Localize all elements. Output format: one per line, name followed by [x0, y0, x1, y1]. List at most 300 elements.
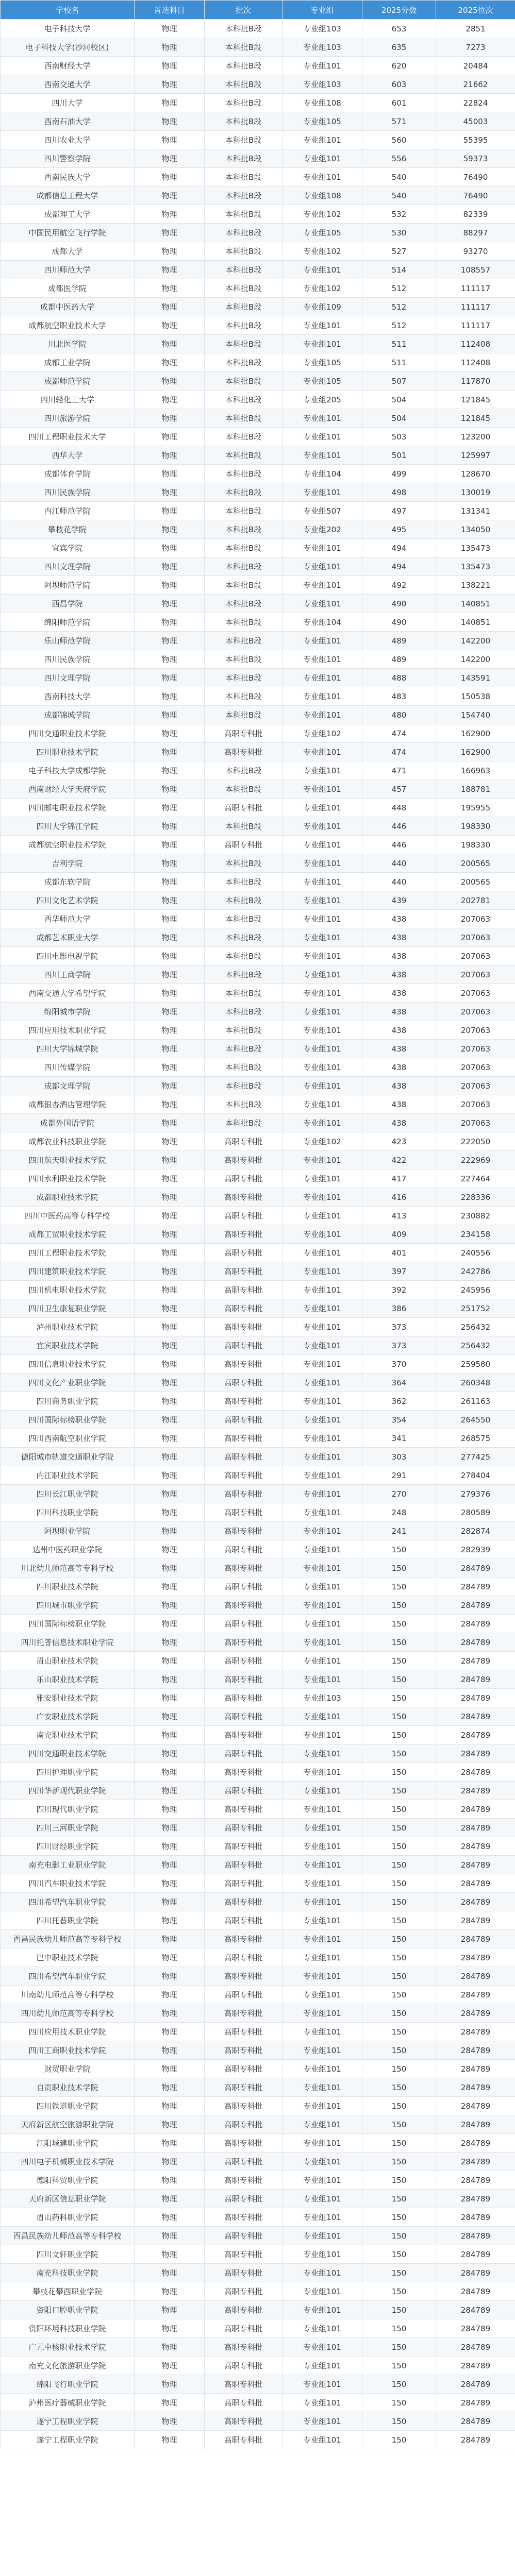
school-name-cell: 成都文理学院 [1, 1077, 135, 1095]
score-cell: 497 [362, 502, 436, 520]
major-group-cell: 专业组101 [283, 1318, 362, 1336]
school-name-cell: 四川科技职业学院 [1, 1503, 135, 1522]
subject-cell: 物理 [135, 873, 205, 891]
school-name-cell: 南充科技职业学院 [1, 2264, 135, 2282]
rank-cell: 284789 [436, 1652, 515, 1670]
major-group-cell: 专业组101 [283, 1355, 362, 1374]
table-row [1, 1763, 515, 1782]
major-group-cell: 专业组104 [283, 613, 362, 632]
major-group-cell: 专业组101 [283, 57, 362, 75]
rank-cell: 284789 [436, 2060, 515, 2078]
school-name-cell: 成都中医药大学 [1, 298, 135, 316]
score-cell: 480 [362, 706, 436, 724]
school-name-cell: 绵阳师范学院 [1, 613, 135, 632]
school-name-cell: 乐山职业技术学院 [1, 1670, 135, 1689]
score-cell: 150 [362, 1596, 436, 1615]
subject-cell: 物理 [135, 1170, 205, 1188]
table-row [1, 1726, 515, 1744]
subject-cell: 物理 [135, 502, 205, 520]
table-row [1, 1003, 515, 1021]
subject-cell: 物理 [135, 1596, 205, 1615]
rank-cell: 125997 [436, 446, 515, 465]
subject-cell: 物理 [135, 1318, 205, 1336]
subject-cell: 物理 [135, 1225, 205, 1244]
batch-cell: 本科批B段 [205, 1040, 283, 1058]
rank-cell: 284789 [436, 2171, 515, 2190]
rank-cell: 284789 [436, 2338, 515, 2357]
subject-cell: 物理 [135, 428, 205, 446]
rank-cell: 207063 [436, 928, 515, 947]
score-cell: 150 [362, 2301, 436, 2319]
school-name-cell: 四川护理职业学院 [1, 1763, 135, 1782]
rank-cell: 198330 [436, 817, 515, 836]
batch-cell: 高职专科批 [205, 1800, 283, 1819]
subject-cell: 物理 [135, 2060, 205, 2078]
subject-cell: 物理 [135, 372, 205, 391]
school-name-cell: 四川现代职业学院 [1, 1800, 135, 1819]
major-group-cell: 专业组101 [283, 873, 362, 891]
batch-cell: 本科批B段 [205, 94, 283, 112]
table-row [1, 1689, 515, 1707]
table-row [1, 2319, 515, 2338]
table-body [1, 20, 515, 2449]
rank-cell: 207063 [436, 1040, 515, 1058]
table-header-row [1, 1, 515, 20]
school-name-cell: 四川文化艺术学院 [1, 891, 135, 910]
score-cell: 530 [362, 224, 436, 242]
rank-cell: 117870 [436, 372, 515, 391]
batch-cell: 本科批B段 [205, 1021, 283, 1040]
major-group-cell: 专业组101 [283, 1299, 362, 1318]
subject-cell: 物理 [135, 1336, 205, 1355]
table-row [1, 1837, 515, 1856]
rank-cell: 195955 [436, 799, 515, 817]
rank-cell: 277425 [436, 1448, 515, 1466]
rank-cell: 284789 [436, 2319, 515, 2338]
score-cell: 354 [362, 1411, 436, 1429]
batch-cell: 本科批B段 [205, 149, 283, 168]
rank-cell: 121845 [436, 409, 515, 428]
batch-cell: 高职专科批 [205, 1578, 283, 1596]
rank-cell: 256432 [436, 1336, 515, 1355]
table-row [1, 2208, 515, 2227]
batch-cell: 本科批B段 [205, 520, 283, 539]
score-cell: 504 [362, 409, 436, 428]
rank-cell: 261163 [436, 1392, 515, 1411]
rank-cell: 284789 [436, 2153, 515, 2171]
table-row [1, 1874, 515, 1893]
major-group-cell: 专业组103 [283, 38, 362, 57]
table-row [1, 1151, 515, 1170]
school-name-cell: 江阳城建职业学院 [1, 2134, 135, 2153]
school-name-cell: 财贸职业学院 [1, 2060, 135, 2078]
subject-cell: 物理 [135, 149, 205, 168]
score-cell: 438 [362, 1003, 436, 1021]
major-group-cell: 专业组101 [283, 1262, 362, 1281]
school-name-cell: 四川大学锦城学院 [1, 1040, 135, 1058]
school-name-cell: 成都锦城学院 [1, 706, 135, 724]
table-row [1, 1336, 515, 1355]
batch-cell: 本科批B段 [205, 112, 283, 131]
table-row [1, 2023, 515, 2041]
school-name-cell: 电子科技大学成都学院 [1, 761, 135, 780]
table-row [1, 2357, 515, 2375]
table-row [1, 1114, 515, 1132]
school-name-cell: 内江职业技术学院 [1, 1466, 135, 1485]
score-cell: 150 [362, 1707, 436, 1726]
school-name-cell: 巴中职业技术学院 [1, 1948, 135, 1967]
rank-cell: 245956 [436, 1281, 515, 1299]
batch-cell: 本科批B段 [205, 613, 283, 632]
table-row [1, 1596, 515, 1615]
score-cell: 150 [362, 2115, 436, 2134]
batch-cell: 高职专科批 [205, 1782, 283, 1800]
school-name-cell: 西昌民族幼儿师范高等专科学校 [1, 1930, 135, 1948]
subject-cell: 物理 [135, 910, 205, 928]
major-group-cell: 专业组101 [283, 1466, 362, 1485]
school-name-cell: 攀枝花学院 [1, 520, 135, 539]
score-cell: 150 [362, 2171, 436, 2190]
rank-cell: 284789 [436, 2078, 515, 2097]
table-row [1, 446, 515, 465]
subject-cell: 物理 [135, 1003, 205, 1021]
score-cell: 150 [362, 2190, 436, 2208]
batch-cell: 高职专科批 [205, 2412, 283, 2431]
major-group-cell: 专业组101 [283, 687, 362, 706]
table-row [1, 353, 515, 372]
subject-cell: 物理 [135, 75, 205, 94]
table-row [1, 1707, 515, 1726]
subject-cell: 物理 [135, 279, 205, 298]
table-row [1, 483, 515, 502]
table-row [1, 1893, 515, 1911]
batch-cell: 高职专科批 [205, 1503, 283, 1522]
batch-cell: 本科批B段 [205, 224, 283, 242]
table-row [1, 2004, 515, 2023]
subject-cell: 物理 [135, 2097, 205, 2115]
table-row [1, 1911, 515, 1930]
rank-cell: 284789 [436, 1911, 515, 1930]
rank-cell: 128670 [436, 465, 515, 483]
major-group-cell: 专业组101 [283, 2319, 362, 2338]
rank-cell: 55395 [436, 131, 515, 149]
school-name-cell: 四川传媒学院 [1, 1058, 135, 1077]
subject-cell: 物理 [135, 2245, 205, 2264]
table-row [1, 187, 515, 205]
table-row [1, 1819, 515, 1837]
major-group-cell: 专业组101 [283, 1707, 362, 1726]
score-cell: 150 [362, 1540, 436, 1559]
major-group-cell: 专业组101 [283, 928, 362, 947]
batch-cell: 本科批B段 [205, 539, 283, 557]
rank-cell: 93270 [436, 242, 515, 261]
rank-cell: 207063 [436, 947, 515, 965]
score-cell: 413 [362, 1207, 436, 1225]
subject-cell: 物理 [135, 1244, 205, 1262]
school-name-cell: 四川工商学院 [1, 965, 135, 984]
major-group-cell: 专业组101 [283, 836, 362, 854]
major-group-cell: 专业组101 [283, 446, 362, 465]
school-name-cell: 阿坝师范学院 [1, 576, 135, 595]
table-row [1, 632, 515, 650]
major-group-cell: 专业组101 [283, 2115, 362, 2134]
school-name-cell: 四川建筑职业技术学院 [1, 1262, 135, 1281]
subject-cell: 物理 [135, 1077, 205, 1095]
batch-cell: 高职专科批 [205, 2394, 283, 2412]
major-group-cell: 专业组101 [283, 2004, 362, 2023]
score-cell: 471 [362, 761, 436, 780]
score-cell: 362 [362, 1392, 436, 1411]
batch-cell: 高职专科批 [205, 1151, 283, 1170]
table-row [1, 520, 515, 539]
subject-cell: 物理 [135, 1522, 205, 1540]
batch-cell: 高职专科批 [205, 1911, 283, 1930]
batch-cell: 本科批B段 [205, 1114, 283, 1132]
school-name-cell: 绵阳城市学院 [1, 1003, 135, 1021]
rank-cell: 111117 [436, 279, 515, 298]
major-group-cell: 专业组101 [283, 1893, 362, 1911]
rank-cell: 207063 [436, 910, 515, 928]
school-name-cell: 四川农业大学 [1, 131, 135, 149]
school-name-cell: 四川职业技术学院 [1, 743, 135, 761]
batch-cell: 本科批B段 [205, 1003, 283, 1021]
subject-cell: 物理 [135, 1615, 205, 1633]
table-row [1, 1355, 515, 1374]
table-row [1, 2115, 515, 2134]
batch-cell: 高职专科批 [205, 2171, 283, 2190]
rank-cell: 284789 [436, 2190, 515, 2208]
batch-cell: 高职专科批 [205, 1207, 283, 1225]
score-cell: 495 [362, 520, 436, 539]
subject-cell: 物理 [135, 539, 205, 557]
rank-cell: 2851 [436, 20, 515, 38]
major-group-cell: 专业组101 [283, 1503, 362, 1522]
subject-cell: 物理 [135, 557, 205, 576]
table-row [1, 687, 515, 706]
school-name-cell: 成都工业学院 [1, 353, 135, 372]
table-row [1, 2153, 515, 2171]
batch-cell: 高职专科批 [205, 1188, 283, 1207]
table-row [1, 2375, 515, 2394]
score-cell: 556 [362, 149, 436, 168]
rank-cell: 150538 [436, 687, 515, 706]
header-major-group: 专业组 [283, 1, 362, 20]
score-cell: 620 [362, 57, 436, 75]
major-group-cell: 专业组101 [283, 335, 362, 353]
major-group-cell: 专业组101 [283, 1819, 362, 1837]
major-group-cell: 专业组101 [283, 1114, 362, 1132]
subject-cell: 物理 [135, 1763, 205, 1782]
score-cell: 438 [362, 928, 436, 947]
table-row [1, 1782, 515, 1800]
major-group-cell: 专业组102 [283, 279, 362, 298]
rank-cell: 284789 [436, 1837, 515, 1856]
major-group-cell: 专业组101 [283, 316, 362, 335]
subject-cell: 物理 [135, 1967, 205, 1986]
header-school-name: 学校名 [1, 1, 135, 20]
score-cell: 438 [362, 1021, 436, 1040]
batch-cell: 本科批B段 [205, 428, 283, 446]
subject-cell: 物理 [135, 687, 205, 706]
major-group-cell: 专业组105 [283, 372, 362, 391]
batch-cell: 高职专科批 [205, 2134, 283, 2153]
major-group-cell: 专业组101 [283, 1225, 362, 1244]
rank-cell: 284789 [436, 1948, 515, 1967]
score-cell: 392 [362, 1281, 436, 1299]
table-row [1, 465, 515, 483]
table-row [1, 94, 515, 112]
subject-cell: 物理 [135, 1299, 205, 1318]
batch-cell: 高职专科批 [205, 2097, 283, 2115]
school-name-cell: 四川电子机械职业技术学院 [1, 2153, 135, 2171]
table-row [1, 965, 515, 984]
rank-cell: 162900 [436, 743, 515, 761]
score-cell: 150 [362, 1874, 436, 1893]
major-group-cell: 专业组101 [283, 1633, 362, 1652]
batch-cell: 高职专科批 [205, 1689, 283, 1707]
major-group-cell: 专业组101 [283, 2394, 362, 2412]
rank-cell: 284789 [436, 1596, 515, 1615]
subject-cell: 物理 [135, 2319, 205, 2338]
score-cell: 150 [362, 2004, 436, 2023]
batch-cell: 高职专科批 [205, 2041, 283, 2060]
table-row [1, 1559, 515, 1578]
major-group-cell: 专业组101 [283, 1095, 362, 1114]
score-cell: 440 [362, 873, 436, 891]
subject-cell: 物理 [135, 1948, 205, 1967]
school-name-cell: 四川长江职业学院 [1, 1485, 135, 1503]
school-name-cell: 南充文化旅游职业学院 [1, 2357, 135, 2375]
rank-cell: 207063 [436, 1095, 515, 1114]
subject-cell: 物理 [135, 261, 205, 279]
batch-cell: 高职专科批 [205, 1948, 283, 1967]
table-row [1, 1856, 515, 1874]
subject-cell: 物理 [135, 483, 205, 502]
major-group-cell: 专业组101 [283, 557, 362, 576]
subject-cell: 物理 [135, 335, 205, 353]
batch-cell: 本科批B段 [205, 353, 283, 372]
score-cell: 540 [362, 168, 436, 187]
score-cell: 150 [362, 1689, 436, 1707]
table-row [1, 1466, 515, 1485]
score-cell: 397 [362, 1262, 436, 1281]
major-group-cell: 专业组101 [283, 910, 362, 928]
score-cell: 150 [362, 2338, 436, 2357]
header-batch: 批次 [205, 1, 283, 20]
major-group-cell: 专业组101 [283, 1485, 362, 1503]
subject-cell: 物理 [135, 854, 205, 873]
table-row [1, 743, 515, 761]
major-group-cell: 专业组101 [283, 1837, 362, 1856]
score-cell: 416 [362, 1188, 436, 1207]
major-group-cell: 专业组202 [283, 520, 362, 539]
rank-cell: 284789 [436, 2375, 515, 2394]
score-cell: 270 [362, 1485, 436, 1503]
batch-cell: 高职专科批 [205, 1670, 283, 1689]
rank-cell: 268575 [436, 1429, 515, 1448]
batch-cell: 高职专科批 [205, 799, 283, 817]
batch-cell: 高职专科批 [205, 2319, 283, 2338]
major-group-cell: 专业组101 [283, 168, 362, 187]
batch-cell: 本科批B段 [205, 650, 283, 669]
subject-cell: 物理 [135, 2282, 205, 2301]
batch-cell: 本科批B段 [205, 483, 283, 502]
batch-cell: 高职专科批 [205, 1318, 283, 1336]
subject-cell: 物理 [135, 1392, 205, 1411]
table-row [1, 1930, 515, 1948]
batch-cell: 本科批B段 [205, 205, 283, 224]
table-row [1, 947, 515, 965]
subject-cell: 物理 [135, 1633, 205, 1652]
subject-cell: 物理 [135, 465, 205, 483]
rank-cell: 284789 [436, 1689, 515, 1707]
school-name-cell: 成都艺术职业大学 [1, 928, 135, 947]
batch-cell: 本科批B段 [205, 928, 283, 947]
major-group-cell: 专业组101 [283, 1948, 362, 1967]
table-row [1, 613, 515, 632]
score-cell: 150 [362, 1800, 436, 1819]
subject-cell: 物理 [135, 2301, 205, 2319]
table-row [1, 1522, 515, 1540]
school-name-cell: 广元中核职业技术学院 [1, 2338, 135, 2357]
score-cell: 488 [362, 669, 436, 687]
school-name-cell: 宜宾职业技术学院 [1, 1336, 135, 1355]
school-name-cell: 四川城市职业学院 [1, 1596, 135, 1615]
major-group-cell: 专业组101 [283, 1744, 362, 1763]
rank-cell: 284789 [436, 1670, 515, 1689]
table-row [1, 112, 515, 131]
score-cell: 150 [362, 2041, 436, 2060]
batch-cell: 高职专科批 [205, 1596, 283, 1615]
subject-cell: 物理 [135, 168, 205, 187]
rank-cell: 284789 [436, 1763, 515, 1782]
score-cell: 511 [362, 353, 436, 372]
rank-cell: 228336 [436, 1188, 515, 1207]
score-cell: 150 [362, 1893, 436, 1911]
subject-cell: 物理 [135, 724, 205, 743]
subject-cell: 物理 [135, 706, 205, 724]
rank-cell: 45003 [436, 112, 515, 131]
major-group-cell: 专业组101 [283, 965, 362, 984]
rank-cell: 135473 [436, 557, 515, 576]
score-cell: 150 [362, 2097, 436, 2115]
batch-cell: 本科批B段 [205, 57, 283, 75]
major-group-cell: 专业组101 [283, 131, 362, 149]
major-group-cell: 专业组101 [283, 669, 362, 687]
rank-cell: 121845 [436, 391, 515, 409]
school-name-cell: 成都体育学院 [1, 465, 135, 483]
table-row [1, 1095, 515, 1114]
table-row [1, 1262, 515, 1281]
score-cell: 370 [362, 1355, 436, 1374]
table-row [1, 1281, 515, 1299]
table-row [1, 149, 515, 168]
rank-cell: 284789 [436, 2227, 515, 2245]
table-row [1, 1411, 515, 1429]
major-group-cell: 专业组101 [283, 1930, 362, 1948]
subject-cell: 物理 [135, 1652, 205, 1670]
score-cell: 150 [362, 1819, 436, 1837]
rank-cell: 284789 [436, 2264, 515, 2282]
score-cell: 150 [362, 1930, 436, 1948]
score-cell: 150 [362, 2153, 436, 2171]
major-group-cell: 专业组101 [283, 2301, 362, 2319]
header-rank: 2025位次 [436, 1, 515, 20]
school-name-cell: 四川希望汽车职业学院 [1, 1967, 135, 1986]
batch-cell: 高职专科批 [205, 2338, 283, 2357]
school-name-cell: 成都航空职业技术大学 [1, 316, 135, 335]
table-row [1, 2171, 515, 2190]
